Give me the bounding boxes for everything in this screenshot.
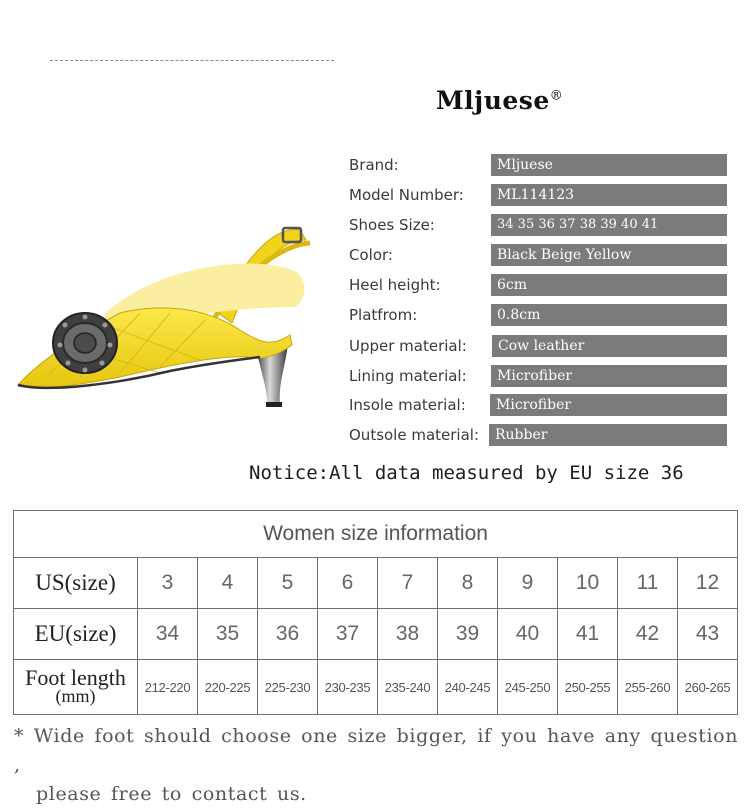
us-size-cell: 7 (378, 558, 438, 609)
footnote-line-2: please free to contact us. (36, 783, 307, 805)
eu-size-cell: 41 (558, 609, 618, 660)
spec-label: Color: (349, 246, 393, 264)
spec-label: Lining material: (349, 367, 467, 385)
spec-value: 6cm (491, 274, 727, 296)
foot-length-cell: 240-245 (438, 660, 498, 715)
eu-size-cell: 42 (618, 609, 678, 660)
us-size-cell: 3 (138, 558, 198, 609)
foot-length-cell: 235-240 (378, 660, 438, 715)
spec-label: Model Number: (349, 186, 464, 204)
spec-value: Microfiber (491, 365, 727, 387)
product-shoe-image (10, 195, 340, 410)
spec-row-color (349, 244, 727, 266)
row-header-foot-length (14, 660, 138, 715)
us-size-cell: 12 (678, 558, 738, 609)
footnote-line-1: * Wide foot should choose one size bigger, if you have any question , (14, 725, 739, 776)
us-size-cell: 10 (558, 558, 618, 609)
spec-row-insole-material (349, 394, 727, 416)
foot-length-cell: 230-235 (318, 660, 378, 715)
row-header-us: US(size) (14, 558, 138, 609)
sizing-footnote (14, 722, 742, 809)
foot-length-cell: 212-220 (138, 660, 198, 715)
foot-length-cell: 220-225 (198, 660, 258, 715)
spec-row-model-number (349, 184, 727, 206)
row-header-eu: EU(size) (14, 609, 138, 660)
spec-row-brand (349, 154, 727, 176)
eu-size-cell: 35 (198, 609, 258, 660)
spec-row-upper-material (349, 335, 727, 357)
spec-value: Cow leather (492, 335, 727, 357)
spec-value: Black Beige Yellow (491, 244, 727, 266)
foot-length-cell: 245-250 (498, 660, 558, 715)
eu-size-cell: 37 (318, 609, 378, 660)
brand-logo: Mljuese® (436, 86, 564, 115)
table-row-foot-length (14, 660, 738, 715)
us-size-cell: 5 (258, 558, 318, 609)
rhinestone-ornament (53, 313, 117, 373)
spec-row-lining-material (349, 365, 727, 387)
foot-length-cell: 250-255 (558, 660, 618, 715)
spec-row-heel-height (349, 274, 727, 296)
spec-value: Rubber (489, 424, 727, 446)
foot-length-unit: (mm) (55, 686, 96, 706)
eu-size-cell: 36 (258, 609, 318, 660)
us-size-cell: 11 (618, 558, 678, 609)
spec-label: Insole material: (349, 396, 466, 414)
spec-label: Brand: (349, 156, 399, 174)
table-row-eu-size (14, 609, 738, 660)
foot-length-cell: 260-265 (678, 660, 738, 715)
eu-size-cell: 40 (498, 609, 558, 660)
foot-length-cell: 255-260 (618, 660, 678, 715)
spec-value: 34 35 36 37 38 39 40 41 (491, 214, 727, 236)
table-row-us-size (14, 558, 738, 609)
spec-value: Microfiber (490, 394, 727, 416)
spec-label: Shoes Size: (349, 216, 435, 234)
eu-size-cell: 38 (378, 609, 438, 660)
eu-size-cell: 43 (678, 609, 738, 660)
spec-label: Upper material: (349, 337, 467, 355)
spec-label: Outsole material: (349, 426, 480, 444)
measurement-notice: Notice:All data measured by EU size 36 (249, 462, 684, 484)
spec-label: Platfrom: (349, 306, 418, 324)
decorative-dashed-line (50, 60, 334, 61)
spec-label: Heel height: (349, 276, 441, 294)
spec-value: ML114123 (491, 184, 727, 206)
us-size-cell: 6 (318, 558, 378, 609)
spec-row-platform (349, 304, 727, 326)
us-size-cell: 4 (198, 558, 258, 609)
foot-length-label: Foot length (25, 665, 126, 690)
us-size-cell: 9 (498, 558, 558, 609)
foot-length-cell: 225-230 (258, 660, 318, 715)
eu-size-cell: 34 (138, 609, 198, 660)
size-chart-table (13, 510, 738, 715)
spec-row-outsole-material (349, 424, 727, 446)
eu-size-cell: 39 (438, 609, 498, 660)
size-table-title: Women size information (14, 511, 738, 558)
spec-value: 0.8cm (491, 304, 727, 326)
spec-value: Mljuese (491, 154, 727, 176)
spec-row-shoes-size (349, 214, 727, 236)
us-size-cell: 8 (438, 558, 498, 609)
